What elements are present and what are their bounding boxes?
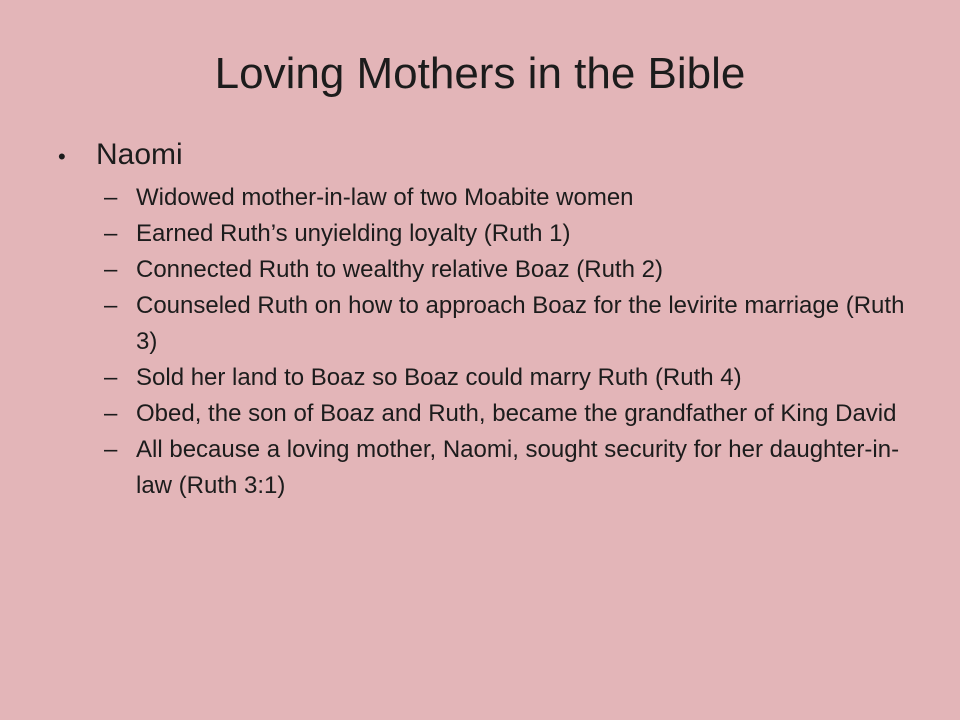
dash-icon: – xyxy=(104,220,118,247)
sub-bullet-text: Connected Ruth to wealthy relative Boaz (Ruth 2) xyxy=(136,256,663,283)
dash-icon: – xyxy=(104,256,118,283)
bullet-text: Naomi xyxy=(96,138,183,171)
sub-bullet xyxy=(104,252,908,288)
slide-title: Loving Mothers in the Bible xyxy=(214,49,746,98)
sub-bullet xyxy=(104,216,908,252)
dash-icon: – xyxy=(104,400,118,427)
sub-bullet-text: All because a loving mother, Naomi, sought security for her daughter-in-law (Ruth 3:1) xyxy=(136,436,900,499)
sub-bullet-text: Sold her land to Boaz so Boaz could marry Ruth (Ruth 4) xyxy=(136,364,742,391)
sub-bullet xyxy=(104,432,908,504)
bullet-naomi xyxy=(58,134,908,178)
bullet-dot-icon: • xyxy=(58,144,66,169)
sub-bullet xyxy=(104,360,908,396)
sub-bullet xyxy=(104,396,908,432)
dash-icon: – xyxy=(104,292,118,319)
sub-bullet-text: Earned Ruth’s unyielding loyalty (Ruth 1) xyxy=(136,220,571,247)
sub-bullet xyxy=(104,180,908,216)
dash-icon: – xyxy=(104,436,118,463)
slide-content xyxy=(58,134,908,504)
sub-bullet-text: Counseled Ruth on how to approach Boaz for the levirite marriage (Ruth 3) xyxy=(136,292,905,355)
dash-icon: – xyxy=(104,364,118,391)
dash-icon: – xyxy=(104,184,118,211)
sub-bullet xyxy=(104,288,908,360)
sub-bullet-text: Widowed mother-in-law of two Moabite women xyxy=(136,184,634,211)
sub-bullet-list xyxy=(58,180,908,504)
sub-bullet-text: Obed, the son of Boaz and Ruth, became the grandfather of King David xyxy=(136,400,897,427)
